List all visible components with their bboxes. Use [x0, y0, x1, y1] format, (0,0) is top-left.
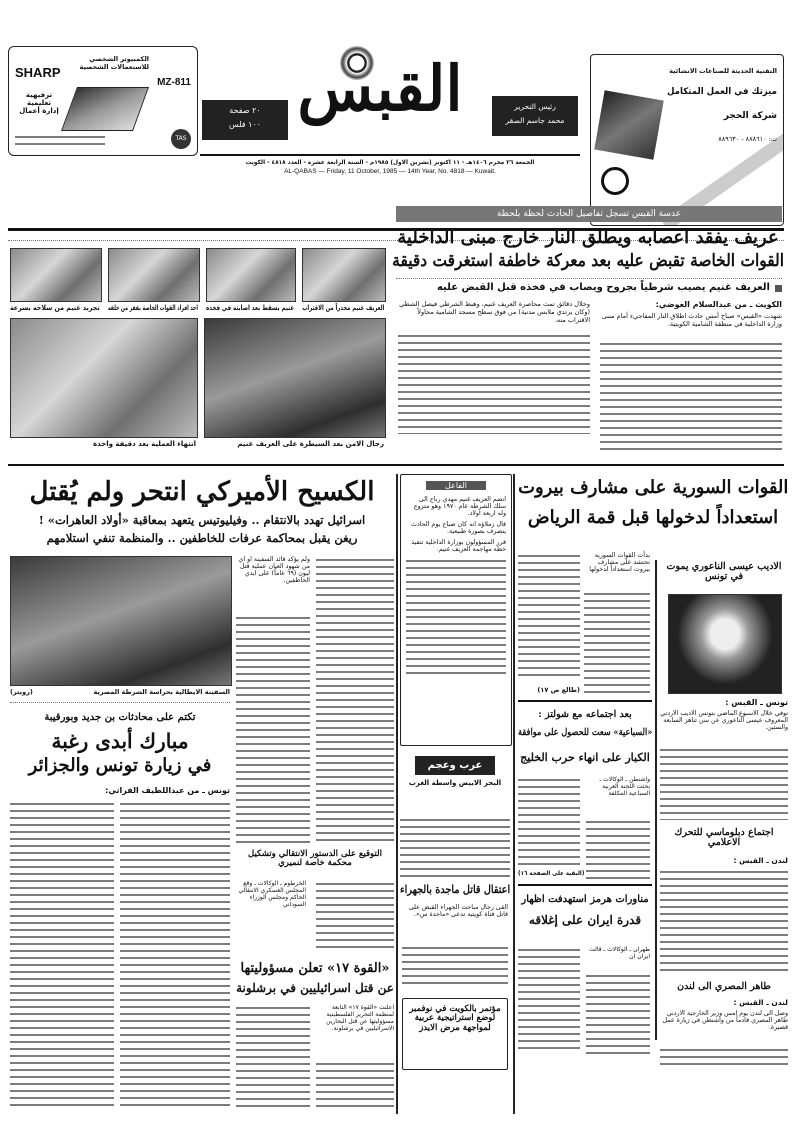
sharp-model: MZ-811 [157, 77, 191, 88]
mubarak-kicker: تكتم على محادثات بن جديد وبورقيبة [44, 712, 196, 723]
shultz-dateline: واشنطن ـ الوكالات ـ بحثت اللجنة العربية السباعية المكلفة [599, 776, 650, 797]
syria-headline-2: استعداداً لدخولها قبل قمة الرياض [527, 507, 779, 528]
photo-4 [10, 248, 102, 302]
caption-3: احد افراد القوات الخاصة يقفز من خلفه [108, 304, 198, 312]
masri-dateline: لندن ـ القبس : [733, 998, 788, 1007]
obituary-body [660, 746, 788, 820]
syria-text: بدأت القوات السورية تحتشد على مشارف بيروت استعداداً لدخولها [589, 552, 650, 573]
photo-2 [206, 248, 296, 302]
gulf-text: البحر الابيض واسطة الغرب [408, 779, 502, 787]
divider [10, 702, 230, 703]
shultz-kicker: بعد اجتماعه مع شولتز : [538, 709, 632, 720]
force17-text: اعلنت «القوة ١٧» التابعة لمنظمة التحرير الفلسطينية مسؤوليتها عن قتل البحارين الاسرائيليين في برشلونة. [326, 1004, 394, 1032]
divider [396, 278, 782, 279]
ship-caption: السفينة الايطالية بحراسة الشرطة المصرية [93, 688, 230, 696]
force17-headline-1: «القوة ١٧» تعلن مسؤوليتها [240, 961, 390, 976]
syria-headline-1: القوات السورية على مشارف بيروت [517, 477, 788, 498]
agent-address [15, 133, 105, 147]
shultz-headline-1: «السباعية» سعت للحصول على موافقة [517, 727, 652, 738]
feature-1: ترفيهية [25, 91, 53, 99]
aids-headline: مؤتمر بالكويت في نوفمبر لوضع استراتيجية عربية لمواجهة مرض الايدز [409, 1004, 501, 1033]
lead-dateline: الكويت ـ من عبدالسلام العوضي: [655, 300, 782, 309]
sudan-body [316, 880, 394, 950]
achille-body-col-1 [316, 556, 394, 846]
caption-6: انتهاء العملية بعد دقيقة واحدة [92, 440, 196, 448]
price: ١٠٠ فلس [228, 120, 262, 129]
diplomatic-dateline: لندن ـ القبس : [733, 856, 788, 865]
achille-subhead-2: ريغن يقبل بمحاكمة عرفات للخاطفين .. والمنظمة تنفي استلامهم [46, 531, 358, 545]
ad-company: شركة الحجر [723, 111, 777, 121]
lead-headline-2: القوات الخاصة تقبض عليه بعد معركة خاطفة استغرقت دقيقة [392, 251, 784, 271]
ad-phones: ت: ٨٨٨٦١٠ - ٨٨٩٦٣٠ [718, 135, 777, 143]
editor-box [492, 96, 578, 136]
force17-headline-2: عن قتل اسرائيليين في برشلونة [236, 981, 394, 995]
gulf-box [400, 752, 510, 812]
mubarak-body-col-2 [10, 800, 114, 1110]
force17-body-col-1 [316, 1060, 394, 1110]
aids-conference-box [402, 998, 508, 1070]
mubarak-headline-1: مبارك أبدى رغبة [51, 729, 189, 753]
achille-headline: الكسيح الأميركي انتحر ولم يُقتل [29, 477, 375, 507]
culprit-bullet-3: قرر المسؤولون بوزارة الداخلية تنفيذ خطة مهاجمة العريف غنيم. [411, 539, 506, 553]
photo-credit: (رويتر) [10, 688, 33, 696]
gulf-body [400, 816, 510, 880]
culprit-box [400, 474, 512, 746]
divider [518, 700, 652, 702]
caption-5: رجال الامن بعد السيطرة على العريف غنيم [237, 440, 384, 448]
lead-subhead: العريف غنيم يصيب شرطياً بجروح ويصاب في فخذه قبل القبض عليه [436, 282, 770, 293]
company-logo [601, 167, 629, 195]
culprit-body [406, 557, 506, 677]
masri-text: وصل الى لندن يوم امس وزير الخارجية الاردني طاهر المصري قادماً من واشنطن في زيارة عمل قصيرة. [662, 1010, 788, 1031]
shultz-continued: (البقية على الصفحة ١٦) [517, 870, 584, 877]
section-rule [8, 464, 784, 466]
achille-subhead-1: اسرائيل تهدد بالانتقام .. وفيليوتيس يتعهد بمعاقبة «أولاد العاهرات» ! [38, 513, 366, 527]
column-divider [396, 474, 398, 1114]
editor-name: محمد جاسم الصقر [505, 116, 565, 125]
lead-text: شهدت «القبس» صباح أمس حادث اطلاق النار المفاجيء أمام مبنى وزارة الداخلية في منطقة الشامية الكويتية. [601, 312, 782, 328]
date-arabic: الجمعة ٢٦ محرم ١٤٠٦هـ - ١١ اكتوبر (تشرين الاول) ١٩٨٥م - السنة الرابعة عشرة - العدد ٤٨١٨ - الكويت [245, 160, 535, 166]
lead-body-col-2 [398, 332, 590, 434]
sharp-ad[interactable] [8, 46, 198, 156]
diplomatic-body [660, 868, 788, 976]
caption-2: غنيم يسقط بعد اصابته في فخذه [205, 304, 294, 312]
sharp-brand: SHARP [15, 65, 61, 80]
lead-headline-1: عريف يفقد اعصابه ويطلق النار خارج مبنى الداخلية [397, 227, 779, 248]
cubes-illustration [594, 90, 664, 160]
hormuz-body-col-2 [518, 946, 580, 1054]
syria-body-col-2 [518, 552, 580, 680]
price-box [202, 100, 288, 140]
feature-2: تعليمية [26, 99, 52, 107]
shultz-headline-2: الكبار على انهاء حرب الخليج [520, 751, 650, 764]
masthead-rule [200, 154, 580, 156]
achille-text: ولم يؤكد قائد السفينة او اي من شهود العيان عملية قتل ليون (٦٩ عاماً) على ايدي الخاطفين. [238, 556, 310, 584]
tas-logo: TAS [171, 129, 191, 149]
sharp-headline: الكمبيوتر الشخصي للاستعمالات الشخصية [79, 55, 149, 71]
lead-col2-text: وخلال دقائق تمت محاصرة العريف غنيم، وهبط الشرطي فيصل الشطي (وكان يرتدي ملابس مدنية) من فوق سطح مسجد الشامية محاولاً الاقتراب منه. [399, 300, 590, 324]
syria-body-col-1 [584, 590, 650, 694]
force17-body-col-2 [236, 1004, 310, 1110]
obituary-dateline: تونس ـ القبس : [725, 698, 788, 707]
arrest-body [402, 944, 508, 988]
photo-3 [108, 248, 200, 302]
date-english: AL-QABAS — Friday, 11 October, 1985 — 14th Year, No. 4818 — Kuwait. [284, 168, 496, 175]
diplomatic-headline: اجتماع دبلوماسي للتحرك الاعلامي [674, 827, 774, 849]
editor-title: رئيس التحرير [514, 102, 556, 111]
divider [518, 884, 652, 886]
mubarak-body-col-1 [120, 800, 230, 1110]
mubarak-headline-2: في زيارة تونس والجزائر [28, 755, 212, 776]
sudan-headline: التوقيع على الدستور الانتقالي وتشكيل محكمة خاصة لنميري [248, 849, 382, 869]
obituary-text: توفي خلال الاسبوع الماضي بتونس الاديب الاردني المعروف عيسى الناعوري عن سن تناهز السابعة والستين. [660, 710, 788, 731]
achille-body-col-2 [236, 614, 310, 846]
culprit-bullet-2: قال زملاؤه انه كان صباح يوم الحادث يتصرف بصورة طبيعية. [411, 521, 506, 535]
photo-5 [204, 318, 386, 438]
computer-illustration [61, 87, 149, 131]
arrest-headline: اعتقال قاتل ماجدة بالجهراء [399, 883, 510, 896]
ad-line-1: التقنية الحديثة للصناعات الانشائية [669, 67, 777, 75]
sudan-dateline: الخرطوم ـ الوكالات ـ وقع المجلس العسكري الانتقالي الحاكم ومجلس الوزراء السوداني [238, 880, 306, 908]
feature-3: إدارة أعمال [19, 107, 59, 115]
caption-1: العريف غنيم محذراً من الاقتراب [301, 304, 384, 312]
hormuz-body-col-1 [586, 972, 650, 1054]
shultz-body-col-1 [586, 818, 650, 880]
shultz-body-col-2 [518, 776, 580, 866]
caption-4: تجريد غنيم من سلاحه بسرعة [10, 304, 100, 312]
hormuz-headline-2: قدرة ايران على إغلاقه [528, 913, 642, 927]
ad-line-2: ميزتك في العمل المتكامل [666, 87, 777, 97]
ship-photo [10, 556, 232, 686]
obituary-headline: الاديب عيسى الناعوري يموت في تونس [666, 561, 782, 583]
square-bullet-icon [775, 285, 782, 292]
lead-kicker: عدسة القبس تسجل تفاصيل الحادث لحظة بلحظة [396, 206, 782, 222]
arrest-text: القى رجال مباحث الجهراء القبض على قاتل فتاة كويتية تدعى «ماجدة س». [408, 904, 508, 918]
culprit-label: الفاعل [426, 481, 486, 490]
naouri-portrait [668, 594, 782, 694]
page-count: ٢٠ صفحة [229, 106, 261, 115]
gulf-label: عرب وعجم [415, 756, 495, 775]
masri-headline: طاهر المصري الى لندن [677, 981, 771, 992]
column-divider [655, 560, 657, 1040]
mubarak-dateline: تونس ـ من عبداللطيف الفراتي: [105, 786, 230, 795]
newspaper-logo: القبس [297, 52, 463, 125]
construction-ad[interactable] [590, 54, 784, 226]
lead-body-col-1 [600, 340, 782, 452]
masri-body [660, 1046, 788, 1068]
syria-continued: (طالع ص ١٧) [537, 686, 580, 694]
hormuz-headline-1: مناورات هرمز استهدفت اظهار [521, 894, 649, 905]
hormuz-dateline: طهران ـ الوكالات ـ قالت ايران ان [589, 946, 650, 960]
culprit-bullet-1: انضم العريف غنيم مهدي رباح الى سلك الشرطة عام ١٩٧٠ وهو متزوج وله اربعة اولاد. [413, 496, 506, 517]
column-divider [513, 474, 515, 1114]
photo-6 [10, 318, 198, 438]
